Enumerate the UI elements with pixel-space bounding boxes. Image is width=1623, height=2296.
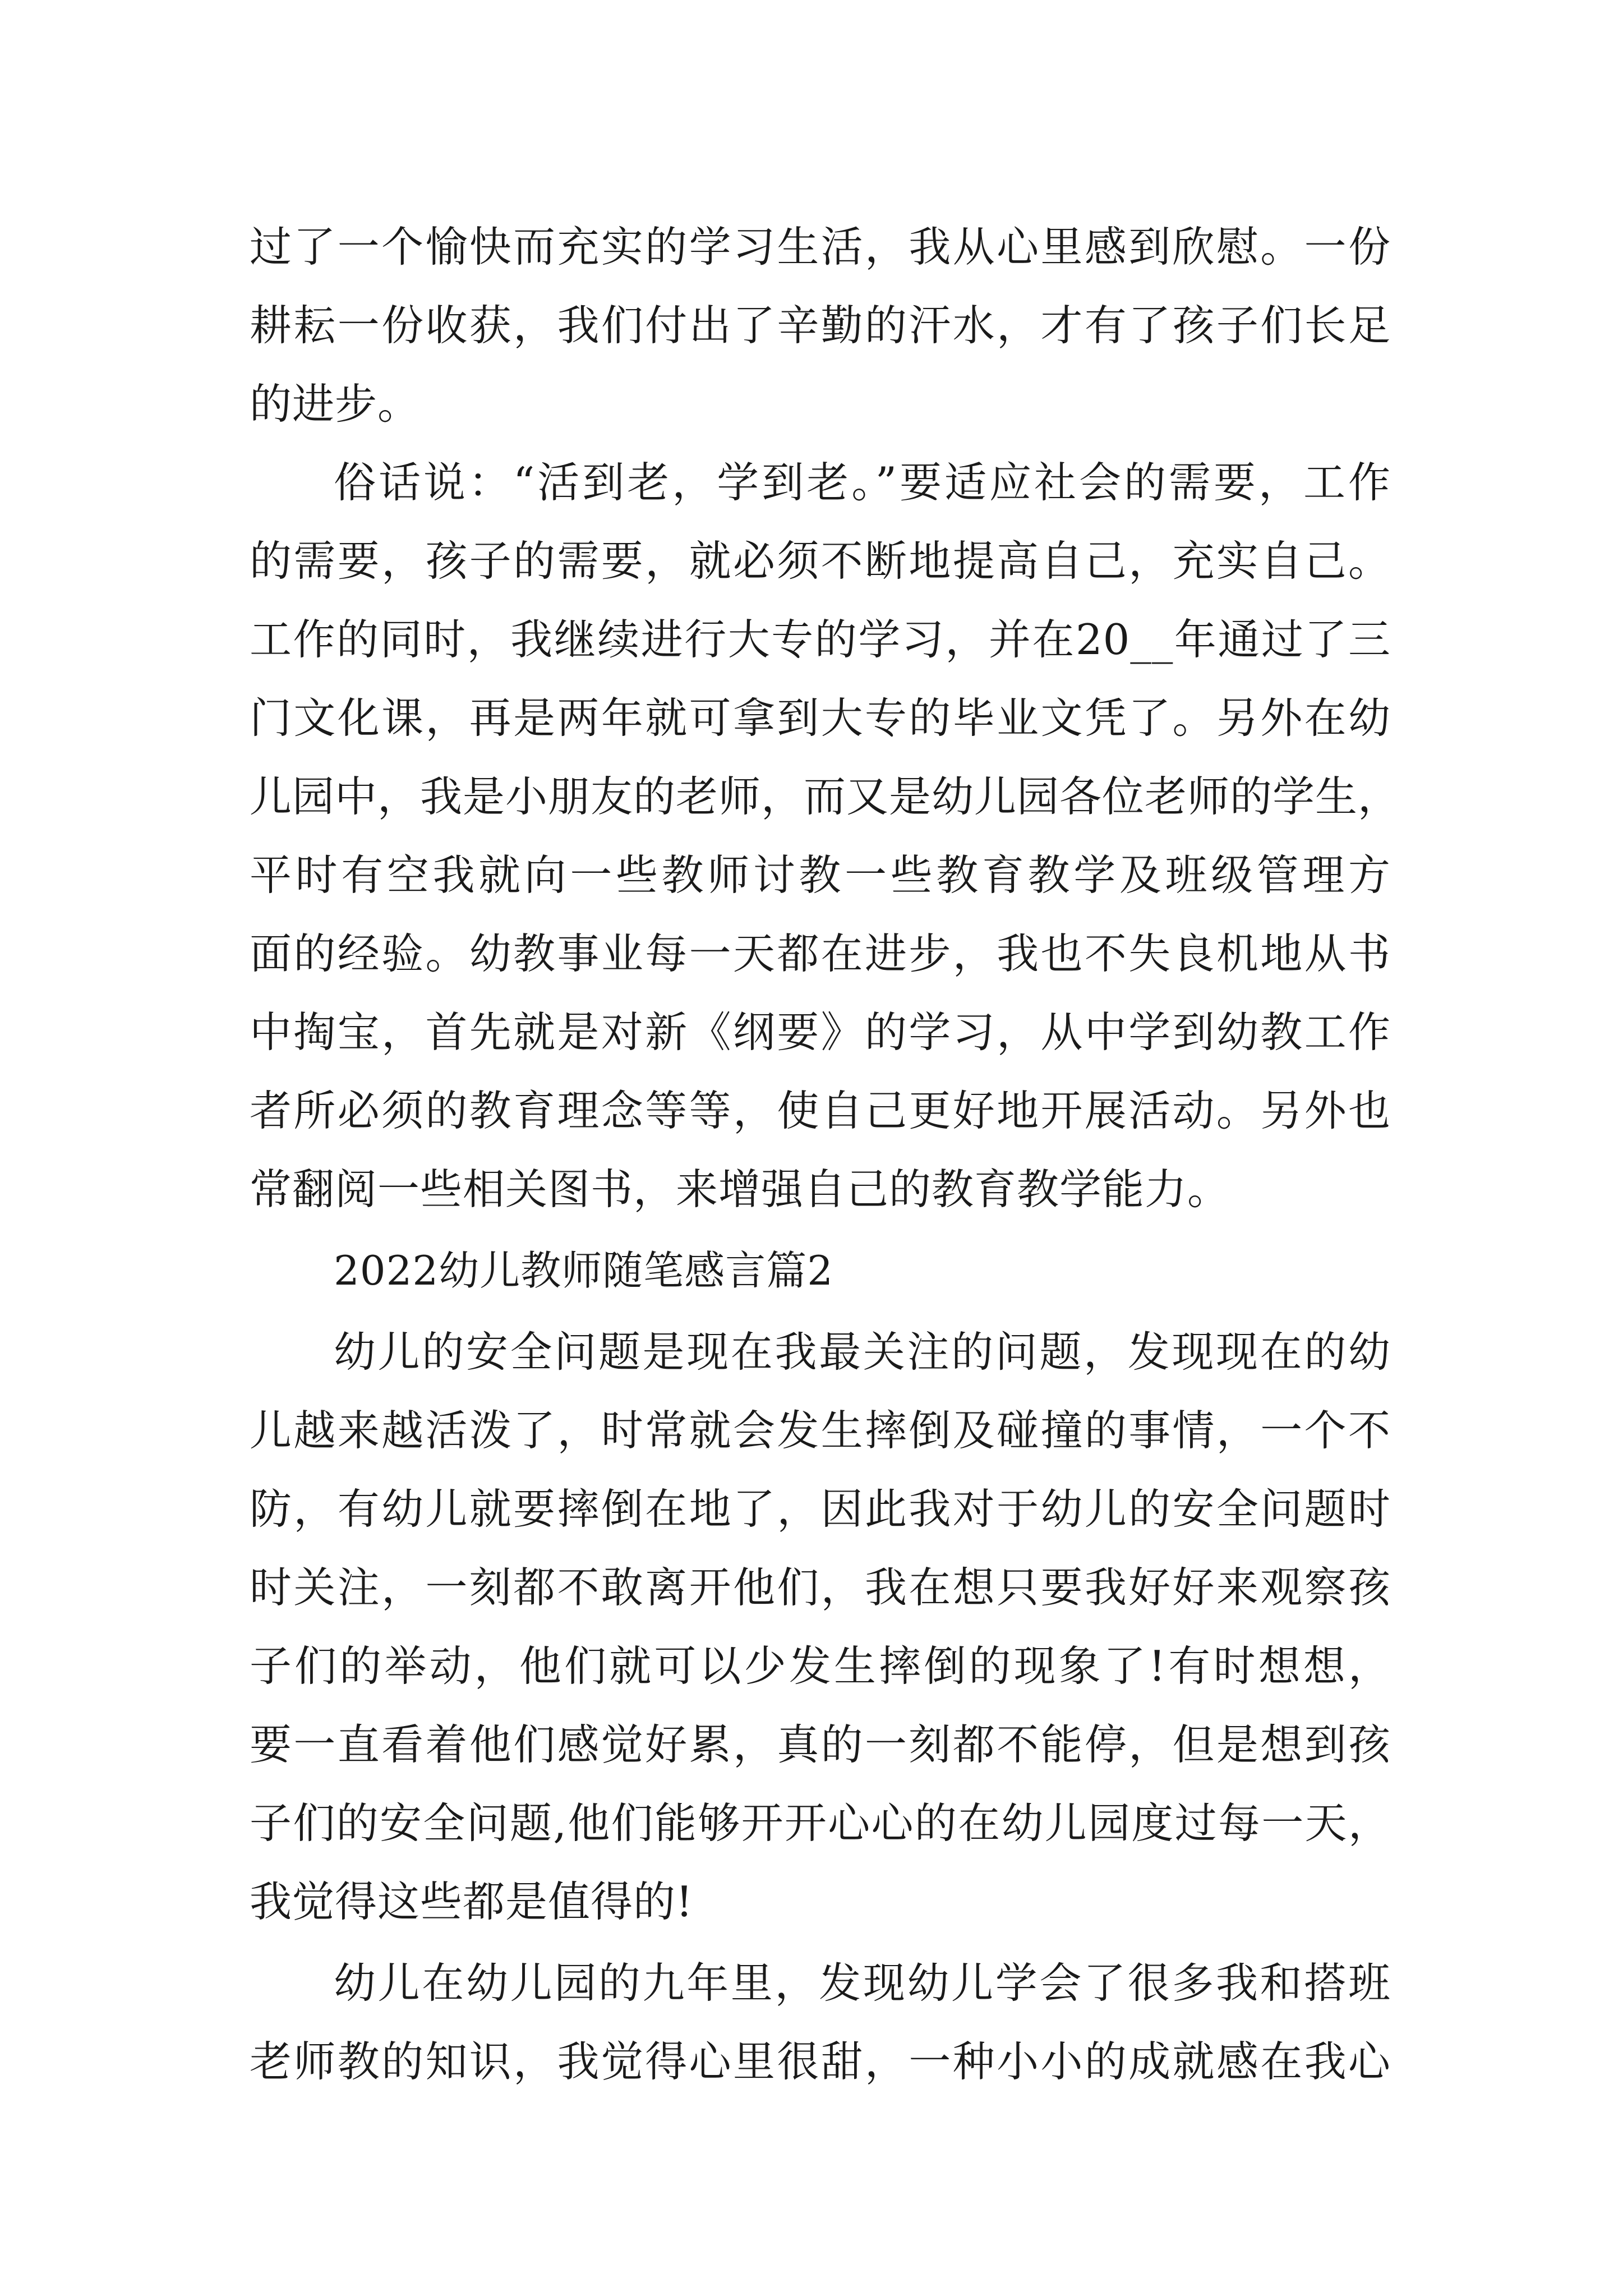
text-line: 老师教的知识，我觉得心里很甜，一种小小的成就感在我心 bbox=[250, 2037, 1391, 2086]
text-line: 面的经验。幼教事业每一天都在进步，我也不失良机地从书 bbox=[250, 929, 1391, 978]
section-heading: 2022幼儿教师随笔感言篇2 bbox=[334, 1247, 834, 1294]
text-line: 时关注，一刻都不敢离开他们，我在想只要我好好来观察孩 bbox=[250, 1563, 1391, 1612]
text-line: 的需要，孩子的需要，就必须不断地提高自己，充实自己。 bbox=[250, 536, 1391, 586]
text-line: 中掏宝，首先就是对新《纲要》的学习，从中学到幼教工作 bbox=[250, 1007, 1391, 1057]
text-line: 防，有幼儿就要摔倒在地了，因此我对于幼儿的安全问题时 bbox=[250, 1484, 1391, 1534]
text-line: 子们的举动，他们就可以少发生摔倒的现象了!有时想想， bbox=[250, 1641, 1391, 1691]
text-line: 我觉得这些都是值得的! bbox=[250, 1877, 694, 1926]
text-line: 者所必须的教育理念等等，使自己更好地开展活动。另外也 bbox=[250, 1086, 1391, 1135]
text-line: 幼儿在幼儿园的九年里，发现幼儿学会了很多我和搭班 bbox=[334, 1958, 1391, 2008]
text-line: 工作的同时，我继续进行大专的学习，并在20__年通过了三 bbox=[250, 615, 1391, 664]
text-line: 的进步。 bbox=[250, 379, 421, 429]
text-line: 过了一个愉快而充实的学习生活，我从心里感到欣慰。一份 bbox=[250, 222, 1391, 272]
text-line: 常翻阅一些相关图书，来增强自己的教育教学能力。 bbox=[250, 1165, 1230, 1214]
text-line: 耕耘一份收获，我们付出了辛勤的汗水，才有了孩子们长足 bbox=[250, 301, 1391, 350]
text-line: 幼儿的安全问题是现在我最关注的问题，发现现在的幼 bbox=[334, 1327, 1391, 1377]
text-line: 平时有空我就向一些教师讨教一些教育教学及班级管理方 bbox=[250, 850, 1391, 900]
text-line: 门文化课，再是两年就可拿到大专的毕业文凭了。另外在幼 bbox=[250, 693, 1391, 743]
text-line: 要一直看着他们感觉好累，真的一刻都不能停，但是想到孩 bbox=[250, 1720, 1391, 1769]
text-line: 儿越来越活泼了，时常就会发生摔倒及碰撞的事情，一个不 bbox=[250, 1406, 1391, 1455]
text-line: 儿园中，我是小朋友的老师，而又是幼儿园各位老师的学生， bbox=[250, 772, 1401, 821]
text-line: 子们的安全问题,他们能够开开心心的在幼儿园度过每一天， bbox=[250, 1798, 1391, 1848]
text-line: 俗话说：“活到老，学到老。”要适应社会的需要，工作 bbox=[334, 458, 1391, 507]
